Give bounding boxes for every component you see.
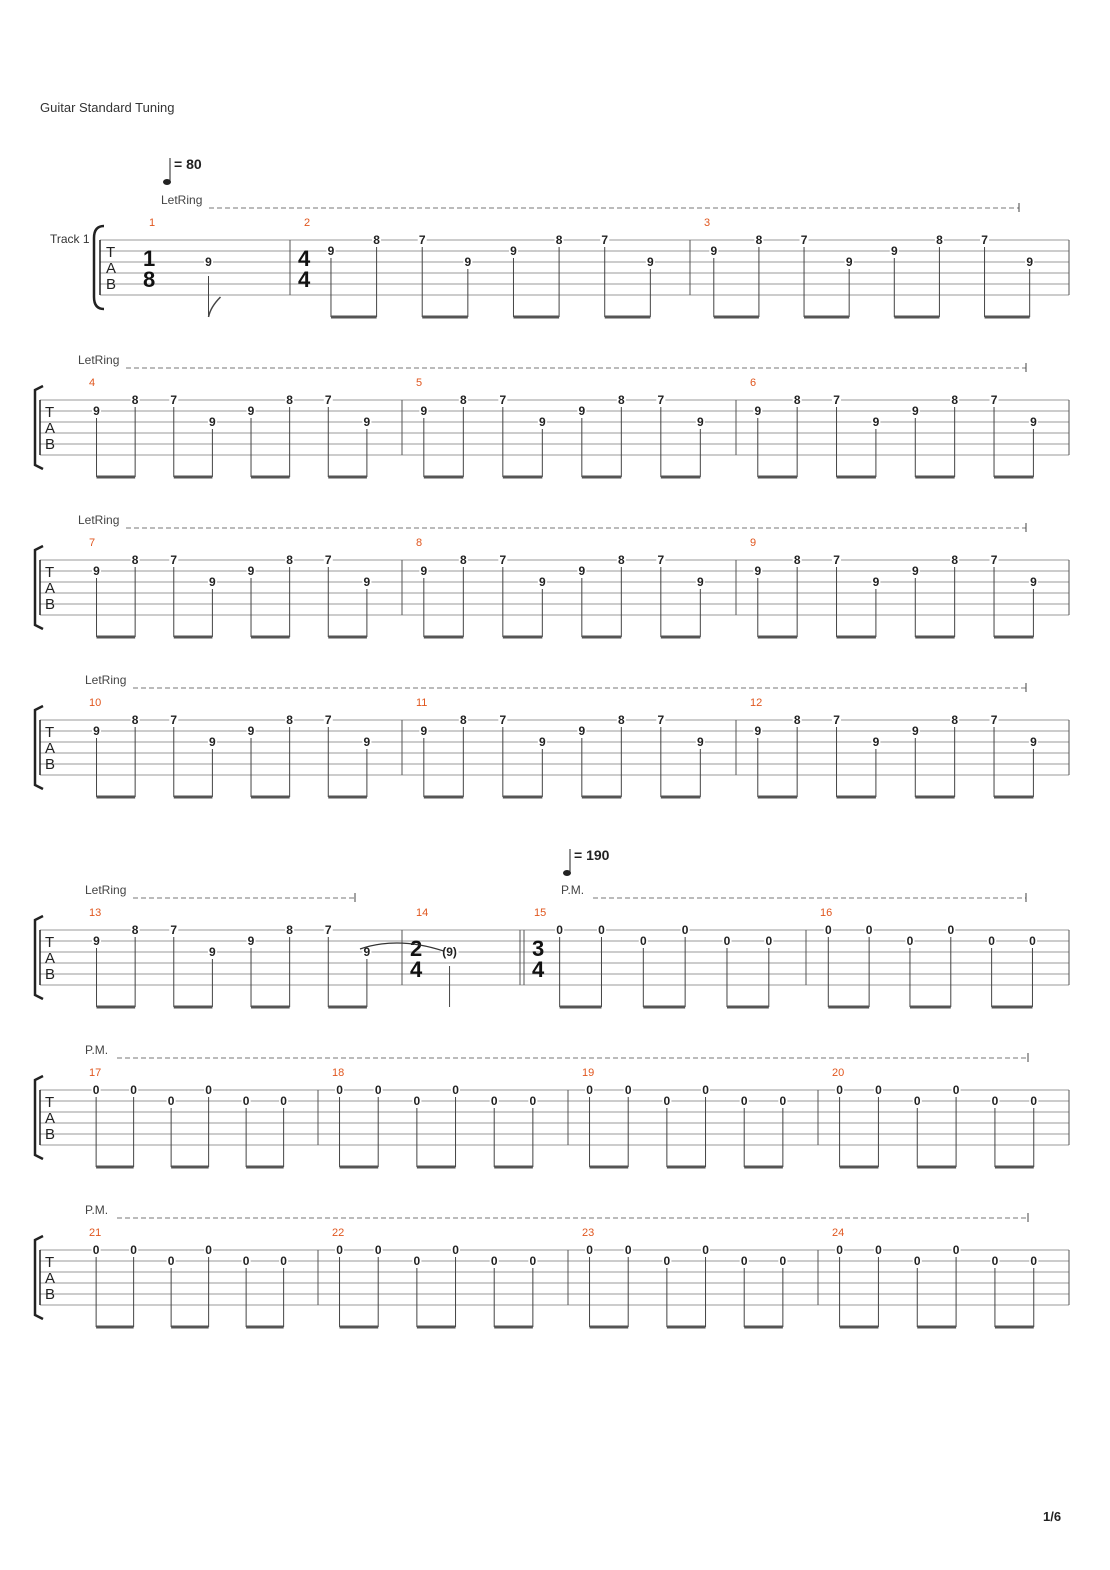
tab-clef-letter: B <box>45 436 56 453</box>
measure-number: 7 <box>89 537 96 549</box>
fret-number: 7 <box>324 393 332 407</box>
fret-number: 9 <box>363 575 371 589</box>
fret-number: 0 <box>952 1083 960 1097</box>
fret-number: 0 <box>663 1094 671 1108</box>
tab-clef-letter: A <box>45 1270 56 1287</box>
system-brace <box>94 226 104 309</box>
fret-number: 9 <box>93 934 100 948</box>
fret-number: 0 <box>639 934 647 948</box>
fret-number: 0 <box>988 934 995 948</box>
fret-number: 8 <box>131 713 139 727</box>
fret-number: 9 <box>247 934 255 948</box>
fret-number: 0 <box>779 1094 787 1108</box>
fret-number: 9 <box>710 244 718 258</box>
fret-number: 0 <box>130 1243 137 1257</box>
fret-number: 8 <box>459 713 467 727</box>
fret-number: 0 <box>624 1243 632 1257</box>
measure-number: 14 <box>416 907 429 919</box>
fret-number: 0 <box>663 1254 671 1268</box>
fret-number: 9 <box>363 415 371 429</box>
let-ring-label: LetRing <box>78 353 120 367</box>
fret-number: 9 <box>209 945 216 959</box>
fret-number: 0 <box>130 1083 137 1097</box>
fret-number: 7 <box>990 393 998 407</box>
fret-number: 0 <box>836 1243 843 1257</box>
measure-number: 4 <box>89 377 96 389</box>
fret-number: 9 <box>420 404 428 418</box>
let-ring-label: LetRing <box>78 513 120 527</box>
fret-number: 9 <box>247 724 255 738</box>
measure-number: 10 <box>89 697 102 709</box>
tab-clef-letter: B <box>106 276 117 293</box>
fret-number: 7 <box>833 553 840 567</box>
fret-number: 0 <box>336 1243 343 1257</box>
fret-number: 9 <box>205 255 212 269</box>
fret-number: 7 <box>499 713 507 727</box>
fret-number: 9 <box>1030 735 1037 749</box>
fret-number: 9 <box>464 255 472 269</box>
fret-number: 0 <box>779 1254 787 1268</box>
system-bracket <box>35 386 43 469</box>
measure-number: 24 <box>832 1227 845 1239</box>
fret-number: 7 <box>324 923 332 937</box>
fret-number: 8 <box>617 393 625 407</box>
fret-number: 8 <box>755 233 763 247</box>
measure-number: 19 <box>582 1067 595 1079</box>
measure-number: 8 <box>416 537 423 549</box>
fret-number: 0 <box>991 1254 999 1268</box>
fret-number: 0 <box>529 1094 537 1108</box>
fret-number: 9 <box>327 244 335 258</box>
fret-number: 7 <box>657 393 665 407</box>
fret-number: 7 <box>833 393 840 407</box>
time-signature-bottom: 4 <box>410 957 423 982</box>
measure-number: 21 <box>89 1227 102 1239</box>
measure-number: 3 <box>704 217 711 229</box>
fret-number: 0 <box>490 1254 498 1268</box>
fret-number: 0 <box>242 1094 250 1108</box>
fret-number: 0 <box>452 1243 459 1257</box>
fret-number: 8 <box>286 923 293 937</box>
fret-number: 9 <box>209 575 216 589</box>
fret-number: 9 <box>578 404 586 418</box>
fret-number: 9 <box>247 564 255 578</box>
tab-clef-letter: T <box>45 1094 55 1111</box>
fret-number: 0 <box>875 1243 882 1257</box>
fret-number: 8 <box>951 553 958 567</box>
fret-number: 0 <box>280 1094 287 1108</box>
fret-number: 9 <box>538 735 546 749</box>
fret-number: 9 <box>420 724 428 738</box>
fret-number: 0 <box>702 1083 709 1097</box>
fret-number: 9 <box>647 255 654 269</box>
measure-number: 17 <box>89 1067 102 1079</box>
fret-number: 7 <box>170 923 178 937</box>
fret-number: 8 <box>286 393 293 407</box>
fret-number: 8 <box>555 233 563 247</box>
measure-number: 18 <box>332 1067 345 1079</box>
let-ring-label: LetRing <box>85 883 127 897</box>
time-signature-bottom: 8 <box>143 267 156 292</box>
measure-number: 15 <box>534 907 547 919</box>
measure-number: 23 <box>582 1227 595 1239</box>
time-signature-top: 2 <box>410 936 423 961</box>
track-name: Track 1 <box>50 232 90 246</box>
fret-number: 9 <box>363 735 371 749</box>
fret-number: 8 <box>793 553 801 567</box>
tab-clef-letter: A <box>45 1110 56 1127</box>
tab-clef-letter: A <box>45 420 56 437</box>
fret-number: 0 <box>556 923 563 937</box>
system-bracket <box>35 1076 43 1159</box>
measure-number: 6 <box>750 377 757 389</box>
fret-number: 9 <box>510 244 517 258</box>
tab-clef-letter: A <box>45 950 56 967</box>
fret-number: 7 <box>324 553 332 567</box>
fret-number: 0 <box>205 1243 212 1257</box>
fret-number: 9 <box>754 724 762 738</box>
fret-number: 7 <box>657 713 665 727</box>
fret-number: 7 <box>657 553 665 567</box>
fret-number: 0 <box>92 1243 100 1257</box>
fret-number: 8 <box>936 233 943 247</box>
fret-number: 0 <box>913 1094 921 1108</box>
fret-number: 7 <box>601 233 609 247</box>
fret-number: 0 <box>374 1083 382 1097</box>
system-bracket <box>35 916 43 999</box>
let-ring-label: LetRing <box>85 673 127 687</box>
tab-clef-letter: T <box>45 724 55 741</box>
fret-number: 7 <box>833 713 840 727</box>
palm-mute-label: P.M. <box>85 1043 109 1057</box>
system-bracket <box>35 546 43 629</box>
fret-number: 9 <box>538 575 546 589</box>
tab-clef-letter: B <box>45 966 56 983</box>
fret-number: 0 <box>624 1083 632 1097</box>
tab-clef-letter: A <box>45 580 56 597</box>
fret-number: 0 <box>1030 1094 1038 1108</box>
fret-number: 0 <box>765 934 773 948</box>
fret-number: 0 <box>413 1254 421 1268</box>
tab-clef-letter: T <box>45 404 55 421</box>
eighth-flag <box>209 297 221 317</box>
fret-number: 0 <box>529 1254 537 1268</box>
fret-number: 0 <box>280 1254 287 1268</box>
fret-number: 9 <box>845 255 853 269</box>
fret-number: 9 <box>911 564 919 578</box>
tempo-marking: = 190 <box>574 847 610 863</box>
fret-number: 9 <box>247 404 255 418</box>
fret-number: 8 <box>373 233 380 247</box>
fret-number: 9 <box>872 575 880 589</box>
fret-number: 7 <box>800 233 808 247</box>
fret-number: 0 <box>991 1094 999 1108</box>
tuning-label: Guitar Standard Tuning <box>40 100 175 115</box>
fret-number: (9) <box>442 945 457 959</box>
fret-number: 0 <box>586 1083 593 1097</box>
fret-number: 8 <box>951 393 958 407</box>
fret-number: 0 <box>836 1083 843 1097</box>
let-ring-label: LetRing <box>161 193 203 207</box>
tab-clef-letter: A <box>45 740 56 757</box>
fret-number: 0 <box>92 1083 100 1097</box>
measure-number: 11 <box>416 697 428 709</box>
fret-number: 8 <box>459 393 467 407</box>
fret-number: 0 <box>205 1083 212 1097</box>
fret-number: 0 <box>702 1243 709 1257</box>
fret-number: 9 <box>872 735 880 749</box>
tab-clef-letter: T <box>106 244 116 261</box>
fret-number: 9 <box>754 564 762 578</box>
fret-number: 9 <box>696 575 704 589</box>
fret-number: 9 <box>93 724 100 738</box>
fret-number: 9 <box>1030 575 1037 589</box>
fret-number: 8 <box>793 393 801 407</box>
fret-number: 8 <box>286 713 293 727</box>
measure-number: 13 <box>89 907 102 919</box>
fret-number: 0 <box>906 934 914 948</box>
fret-number: 9 <box>420 564 428 578</box>
fret-number: 0 <box>167 1094 175 1108</box>
fret-number: 8 <box>617 553 625 567</box>
fret-number: 7 <box>990 713 998 727</box>
fret-number: 7 <box>170 713 178 727</box>
fret-number: 0 <box>865 923 873 937</box>
fret-number: 9 <box>93 404 100 418</box>
time-signature-top: 4 <box>298 246 311 271</box>
fret-number: 9 <box>696 735 704 749</box>
fret-number: 0 <box>947 923 955 937</box>
fret-number: 0 <box>913 1254 921 1268</box>
fret-number: 7 <box>418 233 426 247</box>
tab-clef-letter: A <box>106 260 117 277</box>
fret-number: 9 <box>890 244 898 258</box>
time-signature-bottom: 4 <box>532 957 545 982</box>
tab-clef-letter: T <box>45 934 55 951</box>
fret-number: 9 <box>1026 255 1034 269</box>
fret-number: 0 <box>952 1243 960 1257</box>
fret-number: 8 <box>793 713 801 727</box>
fret-number: 0 <box>723 934 731 948</box>
system-bracket <box>35 706 43 789</box>
tab-clef-letter: B <box>45 1126 56 1143</box>
fret-number: 9 <box>872 415 880 429</box>
fret-number: 0 <box>598 923 605 937</box>
fret-number: 7 <box>981 233 988 247</box>
palm-mute-label: P.M. <box>561 883 585 897</box>
tab-clef-letter: T <box>45 564 55 581</box>
measure-number: 2 <box>304 217 311 229</box>
fret-number: 9 <box>209 735 216 749</box>
tab-clef-letter: B <box>45 1286 56 1303</box>
fret-number: 8 <box>286 553 293 567</box>
page-number: 1/6 <box>1043 1509 1062 1524</box>
fret-number: 8 <box>131 393 139 407</box>
tempo-marking: = 80 <box>174 156 202 172</box>
fret-number: 0 <box>740 1254 748 1268</box>
fret-number: 0 <box>167 1254 175 1268</box>
measure-number: 16 <box>820 907 833 919</box>
measure-number: 22 <box>332 1227 345 1239</box>
measure-number: 9 <box>750 537 757 549</box>
fret-number: 9 <box>911 724 919 738</box>
fret-number: 0 <box>374 1243 382 1257</box>
fret-number: 0 <box>490 1094 498 1108</box>
time-signature-bottom: 4 <box>298 267 311 292</box>
fret-number: 8 <box>951 713 958 727</box>
fret-number: 7 <box>499 553 507 567</box>
fret-number: 9 <box>1030 415 1037 429</box>
fret-number: 7 <box>499 393 507 407</box>
fret-number: 7 <box>324 713 332 727</box>
measure-number: 5 <box>416 377 423 389</box>
fret-number: 9 <box>538 415 546 429</box>
fret-number: 9 <box>696 415 704 429</box>
fret-number: 0 <box>875 1083 882 1097</box>
fret-number: 0 <box>586 1243 593 1257</box>
fret-number: 0 <box>452 1083 459 1097</box>
tab-clef-letter: T <box>45 1254 55 1271</box>
fret-number: 9 <box>578 724 586 738</box>
fret-number: 0 <box>824 923 832 937</box>
fret-number: 0 <box>336 1083 343 1097</box>
fret-number: 9 <box>93 564 100 578</box>
fret-number: 0 <box>242 1254 250 1268</box>
fret-number: 9 <box>578 564 586 578</box>
fret-number: 0 <box>1030 1254 1038 1268</box>
fret-number: 9 <box>209 415 216 429</box>
fret-number: 8 <box>459 553 467 567</box>
fret-number: 9 <box>911 404 919 418</box>
fret-number: 8 <box>131 553 139 567</box>
measure-number: 20 <box>832 1067 845 1079</box>
time-signature-top: 1 <box>143 246 156 271</box>
tab-clef-letter: B <box>45 596 56 613</box>
fret-number: 7 <box>990 553 998 567</box>
system-bracket <box>35 1236 43 1319</box>
measure-number: 12 <box>750 697 763 709</box>
measure-number: 1 <box>149 217 156 229</box>
fret-number: 8 <box>131 923 139 937</box>
tab-clef-letter: B <box>45 756 56 773</box>
fret-number: 7 <box>170 553 178 567</box>
fret-number: 0 <box>681 923 689 937</box>
fret-number: 0 <box>740 1094 748 1108</box>
fret-number: 9 <box>754 404 762 418</box>
fret-number: 9 <box>363 945 371 959</box>
fret-number: 8 <box>617 713 625 727</box>
palm-mute-label: P.M. <box>85 1203 109 1217</box>
fret-number: 7 <box>170 393 178 407</box>
fret-number: 0 <box>413 1094 421 1108</box>
fret-number: 0 <box>1029 934 1036 948</box>
time-signature-top: 3 <box>532 936 545 961</box>
